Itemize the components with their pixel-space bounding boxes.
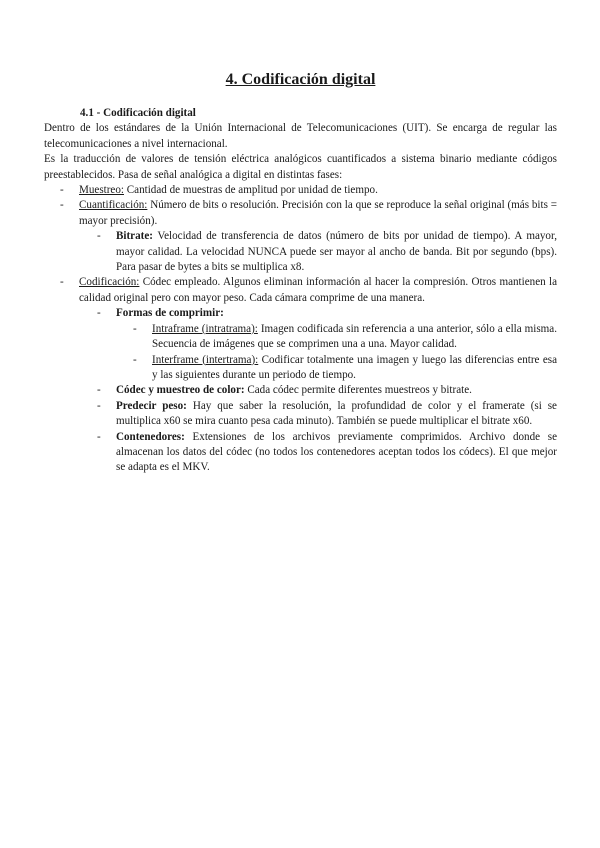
section-title: 4.1 - Codificación digital (80, 107, 196, 119)
bullet-dash: - (97, 399, 101, 412)
phases-list (44, 183, 557, 476)
list-item-cuantificacion (60, 198, 557, 275)
term-contenedores: Contenedores: (116, 430, 185, 443)
term-interframe: Interframe (intertrama): (152, 353, 259, 366)
list-item-intraframe (133, 322, 558, 353)
bullet-dash: - (133, 322, 137, 335)
text-intraframe: Imagen codificada sin referencia a una anterior, sólo a ella misma. Secuencia de imágenes que se comprimen una a una. Mayor calidad. (152, 322, 558, 351)
bullet-dash: - (97, 384, 101, 397)
bullet-dash: - (60, 199, 64, 212)
bullet-dash: - (60, 276, 64, 289)
bullet-dash: - (97, 430, 101, 443)
text-bitrate: Velocidad de transferencia de datos (número de bits por unidad de tiempo). A mayor, mayor calidad. La velocidad NUNCA puede ser mayor al ancho de banda. Bit por segundo (bps). Para pasar de bytes a bits se multiplica x8. (116, 230, 557, 274)
bullet-dash: - (97, 230, 101, 243)
term-bitrate: Bitrate: (116, 230, 153, 243)
list-item-codificacion (60, 275, 558, 475)
term-intraframe: Intraframe (intratrama): (152, 322, 258, 335)
term-codificacion: Codificación: (79, 276, 140, 289)
text-cuantificacion: Número de bits o resolución. Precisión con la que se reproduce la señal original (más bits = mayor precisión). (79, 199, 557, 227)
formas-sublist (116, 322, 557, 384)
bullet-dash: - (97, 307, 101, 320)
list-item-bitrate (97, 229, 557, 275)
text-predecir-peso: Hay que saber la resolución, la profundidad de color y el framerate (si se multiplica x60 se mira cuanto pesa cada minuto). También se puede multiplicar el bitrate x60. (116, 399, 557, 428)
list-item-formas-comprimir (97, 306, 558, 383)
text-codificacion: Códec empleado. Algunos eliminan información al hacer la compresión. Otros mantienen la calidad original pero con mayor peso. Cada cámara comprime de una manera. (79, 276, 557, 304)
bullet-dash: - (133, 353, 137, 366)
term-codec-muestreo: Códec y muestreo de color: (116, 384, 245, 397)
term-muestreo: Muestreo: (79, 184, 124, 197)
bullet-dash: - (60, 184, 64, 197)
paragraph-uit: Dentro de los estándares de la Unión Internacional de Telecomunicaciones (UIT). Se encarga de regular las telecomunicaciones a nivel internacional. (44, 122, 557, 150)
text-muestreo: Cantidad de muestras de amplitud por unidad de tiempo. (123, 184, 378, 197)
document-page (44, 70, 557, 476)
list-item-codec-muestreo (97, 383, 557, 398)
list-item-interframe (133, 353, 557, 384)
term-cuantificacion: Cuantificación: (79, 199, 148, 212)
term-predecir-peso: Predecir peso: (116, 399, 187, 412)
cuantificacion-sublist (79, 229, 557, 275)
list-item-contenedores (97, 430, 557, 476)
list-item-predecir-peso (97, 399, 557, 430)
text-contenedores: Extensiones de los archivos previamente comprimidos. Archivo donde se almacenan los datos del códec (no todos los contenedores aceptan todos los códecs). El que mejor se adapta es el MKV. (116, 430, 557, 474)
codificacion-sublist (79, 306, 557, 475)
document-title: 4. Codificación digital (225, 71, 376, 88)
text-codec-muestreo: Cada códec permite diferentes muestreos y bitrate. (244, 384, 472, 397)
term-formas-comprimir: Formas de comprimir: (116, 307, 224, 320)
list-item-muestreo (60, 183, 557, 198)
paragraph-traduccion: Es la traducción de valores de tensión eléctrica analógicos cuantificados a sistema binario mediante códigos preestablecidos. Pasa de señal analógica a digital en distintas fases: (44, 153, 557, 181)
text-interframe: Codificar totalmente una imagen y luego las diferencias entre esa y las siguientes durante un periodo de tiempo. (152, 353, 557, 381)
